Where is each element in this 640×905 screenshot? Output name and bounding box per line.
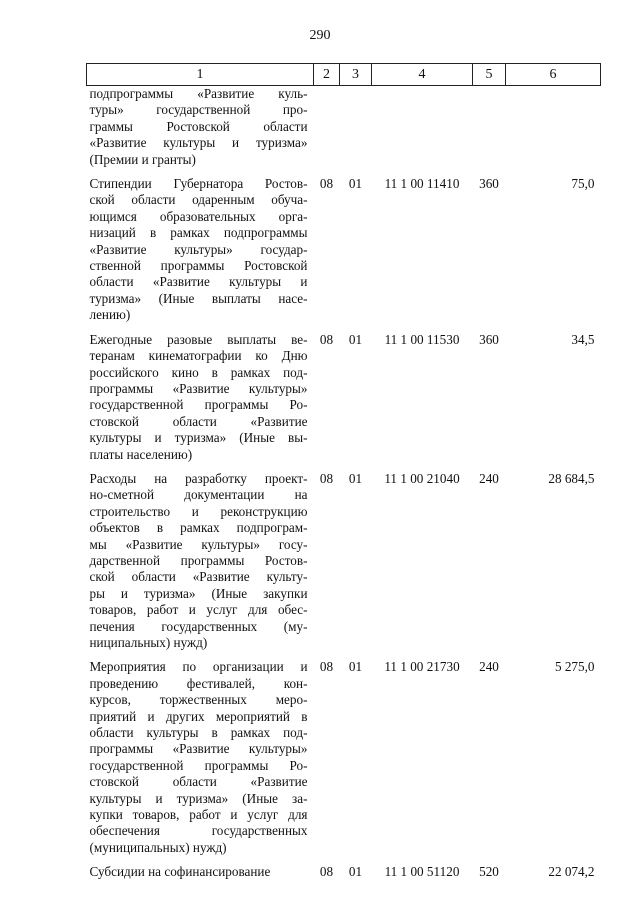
table-row bbox=[87, 332, 601, 463]
amount-value: 75,0 bbox=[571, 176, 595, 192]
description-line: проведению фестивалей, кон- bbox=[89, 675, 308, 691]
description-line: области «Развитие культуры и bbox=[89, 274, 308, 290]
description-line: программы «Развитие культуры» bbox=[89, 741, 308, 757]
description-line: товаров, работ и услуг для обес- bbox=[89, 602, 308, 618]
row-spacer bbox=[87, 324, 601, 332]
description-line: туры» государственной про- bbox=[89, 102, 308, 118]
description-line: курсов, торжественных меро- bbox=[89, 692, 308, 708]
header-col-2: 2 bbox=[314, 64, 340, 86]
row-spacer bbox=[87, 168, 601, 176]
spacer-cell bbox=[506, 463, 601, 471]
row-spacer bbox=[87, 463, 601, 471]
section-code: 08 bbox=[319, 470, 334, 486]
section-code: 08 bbox=[319, 864, 334, 880]
description-line: теранам кинематографии ко Дню bbox=[89, 348, 308, 364]
row-description bbox=[87, 176, 314, 324]
spacer-cell bbox=[314, 463, 340, 471]
description-line: ственной программы Ростовской bbox=[89, 258, 308, 274]
spacer-cell bbox=[372, 168, 473, 176]
description-line: ры и туризма» (Иные закупки bbox=[89, 585, 308, 601]
description-line: ской области одаренным обуча- bbox=[89, 192, 308, 208]
spacer-cell bbox=[340, 168, 372, 176]
row-spacer bbox=[87, 651, 601, 659]
row-description bbox=[87, 332, 314, 463]
description-line: платы населению) bbox=[89, 446, 193, 462]
description-line: «Развитие культуры и туризма» bbox=[89, 135, 308, 151]
spacer-cell bbox=[87, 168, 314, 176]
section-code: 08 bbox=[319, 176, 334, 192]
target-article-code: 11 1 00 21730 bbox=[384, 659, 460, 675]
spacer-cell bbox=[340, 651, 372, 659]
description-line: подпрограммы «Развитие куль- bbox=[89, 86, 308, 101]
header-col-1: 1 bbox=[87, 64, 314, 86]
spacer-cell bbox=[372, 856, 473, 864]
row-description bbox=[87, 471, 314, 651]
spacer-cell bbox=[87, 324, 314, 332]
table-body bbox=[87, 86, 601, 881]
budget-table bbox=[86, 63, 601, 881]
description-line: государственной программы Ро- bbox=[89, 757, 308, 773]
row-description bbox=[87, 864, 314, 880]
expense-type-code: 360 bbox=[479, 176, 499, 192]
amount-value bbox=[506, 86, 601, 169]
spacer-cell bbox=[473, 651, 506, 659]
row-description bbox=[87, 659, 314, 856]
section-code: 08 bbox=[319, 659, 334, 675]
spacer-cell bbox=[340, 463, 372, 471]
spacer-cell bbox=[87, 856, 314, 864]
table-header-row bbox=[87, 64, 601, 86]
description-line: но-сметной документации на bbox=[89, 487, 308, 503]
expense-type-code: 240 bbox=[479, 470, 499, 486]
expense-type-code: 520 bbox=[479, 864, 499, 880]
target-article-code: 11 1 00 51120 bbox=[384, 864, 460, 880]
description-line: приятий и других мероприятий в bbox=[89, 708, 308, 724]
table-row bbox=[87, 659, 601, 856]
spacer-cell bbox=[340, 856, 372, 864]
subsection-code: 01 bbox=[348, 864, 363, 880]
description-line: объектов в рамках подпрограм- bbox=[89, 520, 308, 536]
description-line: ской области «Развитие культу- bbox=[89, 569, 308, 585]
description-line: печения государственных (му- bbox=[89, 618, 308, 634]
subsection-code: 01 bbox=[348, 659, 363, 675]
spacer-cell bbox=[506, 856, 601, 864]
description-line: Ежегодные разовые выплаты ве- bbox=[89, 331, 308, 347]
description-line: «Развитие культуры» государ- bbox=[89, 241, 308, 257]
description-line: культуры и туризма» (Иные вы- bbox=[89, 430, 308, 446]
description-line: дарственной программы Ростов- bbox=[89, 552, 308, 568]
spacer-cell bbox=[372, 324, 473, 332]
spacer-cell bbox=[87, 463, 314, 471]
section-code bbox=[314, 86, 340, 169]
spacer-cell bbox=[314, 651, 340, 659]
target-article-code bbox=[372, 86, 473, 169]
description-line: российского кино в рамках под- bbox=[89, 364, 308, 380]
description-line: Расходы на разработку проект- bbox=[89, 470, 308, 486]
table-row bbox=[87, 176, 601, 324]
subsection-code: 01 bbox=[348, 176, 363, 192]
spacer-cell bbox=[87, 651, 314, 659]
amount-value: 28 684,5 bbox=[548, 470, 595, 486]
target-article-code: 11 1 00 21040 bbox=[384, 470, 460, 486]
spacer-cell bbox=[506, 651, 601, 659]
subsection-code: 01 bbox=[348, 331, 363, 347]
description-line: (муниципальных) нужд) bbox=[89, 839, 227, 855]
description-line: строительство и реконструкцию bbox=[89, 503, 308, 519]
description-line: граммы Ростовской области bbox=[89, 118, 308, 134]
row-description bbox=[87, 86, 314, 169]
description-line: мы «Развитие культуры» госу- bbox=[89, 536, 308, 552]
spacer-cell bbox=[473, 324, 506, 332]
amount-value: 34,5 bbox=[571, 331, 595, 347]
spacer-cell bbox=[506, 168, 601, 176]
header-col-3: 3 bbox=[340, 64, 372, 86]
description-line: Мероприятия по организации и bbox=[89, 659, 308, 675]
spacer-cell bbox=[473, 856, 506, 864]
spacer-cell bbox=[473, 168, 506, 176]
description-line: Стипендии Губернатора Ростов- bbox=[89, 176, 308, 192]
spacer-cell bbox=[372, 651, 473, 659]
page-number: 290 bbox=[309, 28, 331, 43]
section-code: 08 bbox=[319, 331, 334, 347]
amount-value: 5 275,0 bbox=[554, 659, 595, 675]
description-line: стовской области «Развитие bbox=[89, 413, 308, 429]
target-article-code: 11 1 00 11530 bbox=[384, 331, 460, 347]
spacer-cell bbox=[314, 324, 340, 332]
header-col-6: 6 bbox=[506, 64, 601, 86]
spacer-cell bbox=[314, 168, 340, 176]
description-line: (Премии и гранты) bbox=[89, 151, 196, 167]
description-line: культуры и туризма» (Иные за- bbox=[89, 790, 308, 806]
spacer-cell bbox=[372, 463, 473, 471]
expense-type-code: 240 bbox=[479, 659, 499, 675]
description-line: стовской области «Развитие bbox=[89, 774, 308, 790]
description-line: лению) bbox=[89, 307, 131, 323]
expense-type-code bbox=[473, 86, 506, 169]
amount-value: 22 074,2 bbox=[548, 864, 595, 880]
description-line: низаций в рамках подпрограммы bbox=[89, 225, 308, 241]
description-line: купки товаров, работ и услуг для bbox=[89, 807, 308, 823]
table-row bbox=[87, 86, 601, 169]
description-line: ющимся образовательных орга- bbox=[89, 208, 308, 224]
description-line: государственной программы Ро- bbox=[89, 397, 308, 413]
subsection-code: 01 bbox=[348, 470, 363, 486]
header-col-4: 4 bbox=[372, 64, 473, 86]
target-article-code: 11 1 00 11410 bbox=[384, 176, 460, 192]
row-spacer bbox=[87, 856, 601, 864]
description-line: программы «Развитие культуры» bbox=[89, 380, 308, 396]
expense-type-code: 360 bbox=[479, 331, 499, 347]
description-line: области культуры в рамках под- bbox=[89, 725, 308, 741]
spacer-cell bbox=[473, 463, 506, 471]
spacer-cell bbox=[340, 324, 372, 332]
description-line: ниципальных) нужд) bbox=[89, 635, 208, 650]
description-line: Субсидии на софинансирование bbox=[89, 864, 271, 880]
spacer-cell bbox=[314, 856, 340, 864]
description-line: туризма» (Иные выплаты насе- bbox=[89, 290, 308, 306]
spacer-cell bbox=[506, 324, 601, 332]
description-line: обеспечения государственных bbox=[89, 823, 308, 839]
subsection-code bbox=[340, 86, 372, 169]
table-row bbox=[87, 471, 601, 651]
table-row bbox=[87, 864, 601, 880]
header-col-5: 5 bbox=[473, 64, 506, 86]
